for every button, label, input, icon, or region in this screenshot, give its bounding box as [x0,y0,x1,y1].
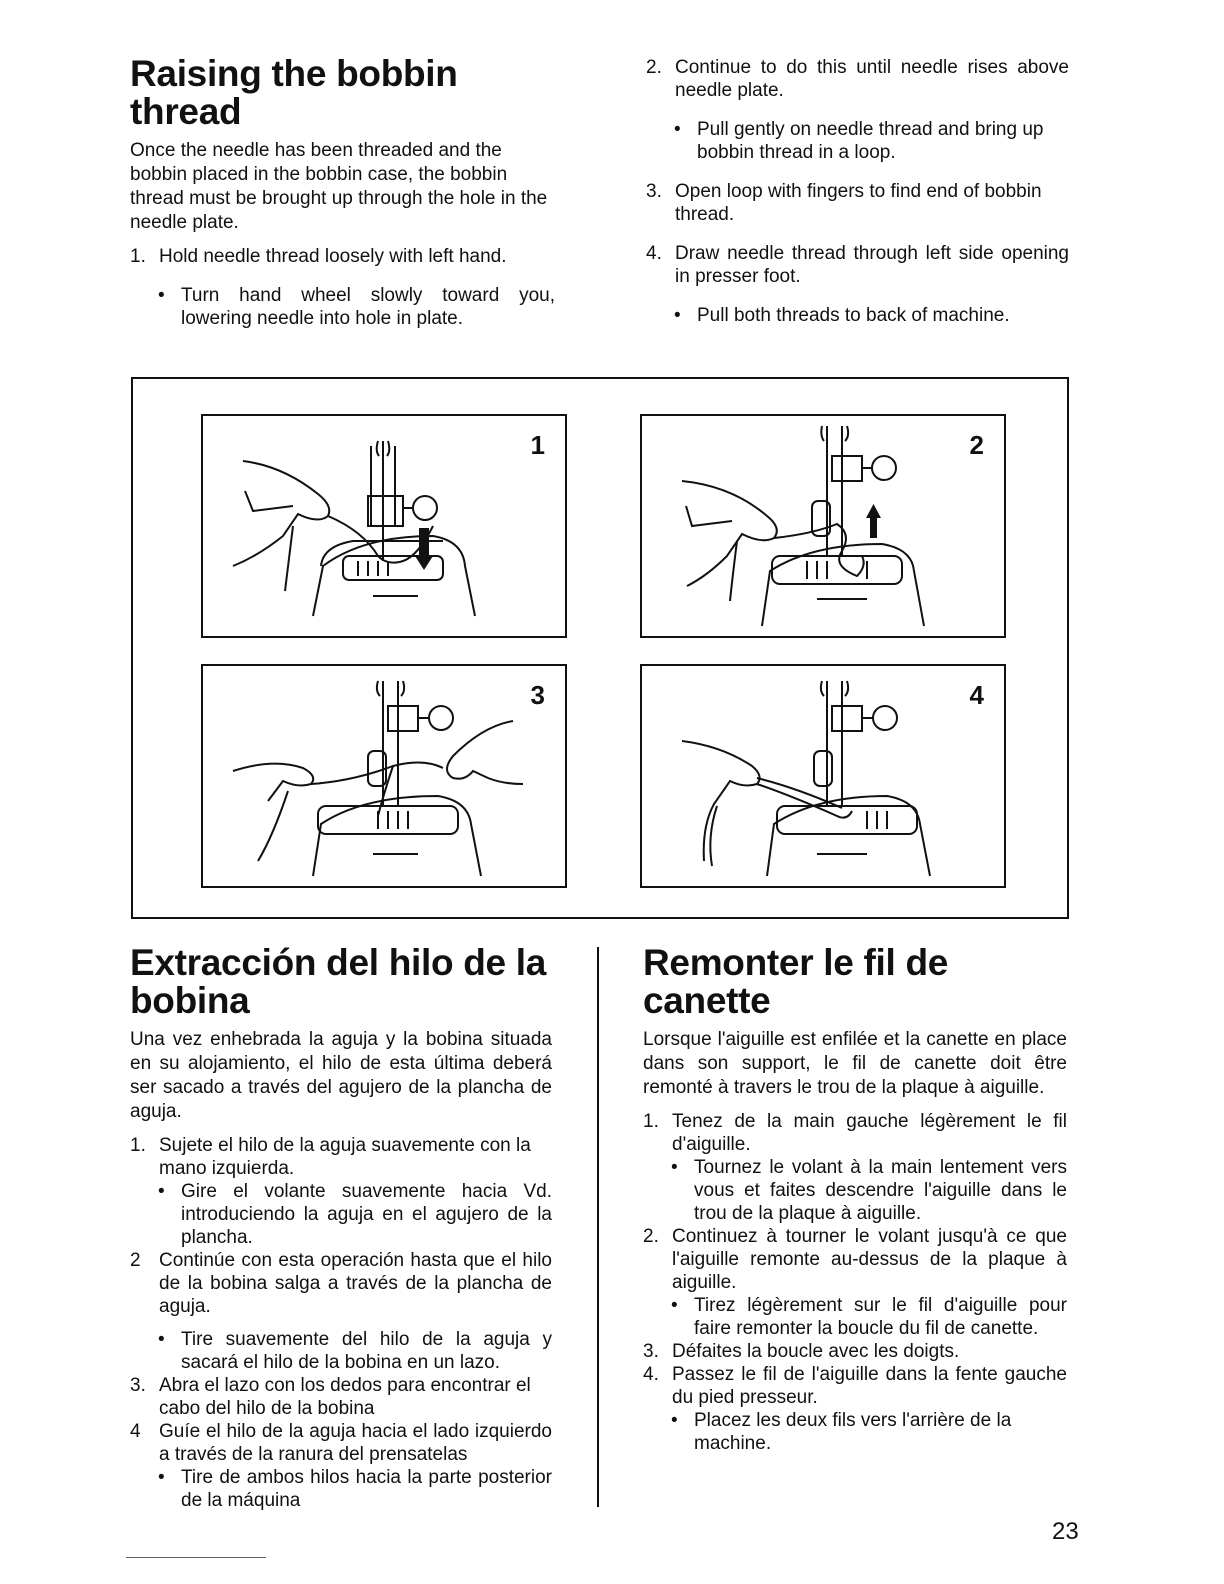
english-step-2 [646,56,1069,102]
spanish-intro: Una vez enhebrada la aguja y la bobina situada en su alojamiento, el hilo de esta última deberá ser sacado a través del agujero de la plancha de aguja. [130,1029,552,1122]
english-left-column [130,55,555,330]
spanish-step-4-bullet: • Tire de ambos hilos hacia la parte posterior de la máquina [130,1466,552,1512]
step-text: Guíe el hilo de la aguja hacia el lado izquierdo a través de la ranura del prensatelas [159,1421,552,1465]
french-step-1 [643,1110,1067,1156]
illustration-panel-4 [640,664,1006,888]
step-text: Continúe con esta operación hasta que el hilo de la bobina salga a través de la plancha de aguja. [159,1250,552,1317]
step-text: Open loop with fingers to find end of bobbin thread. [675,181,1042,225]
page-number: 23 [1052,1518,1079,1545]
step-number: 4. [643,1364,659,1385]
english-step-1 [130,245,555,268]
step-text: Hold needle thread loosely with left hand. [159,246,507,267]
step-number: 1. [130,1135,146,1156]
english-intro: Once the needle has been threaded and the bobbin placed in the bobbin case, the bobbin thread must be brought up through the hole in the needle plate. [130,140,548,233]
step-text: Continuez à tourner le volant jusqu'à ce que l'aiguille remonte au-dessus de la plaque à aiguille. [672,1226,1067,1293]
step-text: Continue to do this until needle rises above needle plate. [675,57,1069,101]
step-text: Défaites la boucle avec les doigts. [672,1341,960,1362]
french-step-4 [643,1363,1067,1409]
illustration-panel-2 [640,414,1006,638]
footer-rule [126,1557,266,1558]
step-number: 2. [643,1226,659,1247]
panel-number-1: 1 [530,430,545,460]
step-text: Draw needle thread through left side opening in presser foot. [675,243,1069,287]
step-text: Sujete el hilo de la aguja suavemente con la mano izquierda. [159,1135,531,1179]
spanish-column [130,944,552,1512]
column-divider [597,947,599,1507]
sewing-needle-illustration-3 [203,666,565,886]
french-step-3 [643,1340,1067,1363]
english-title: Raising the bobbin thread [130,53,458,132]
sewing-needle-illustration-2 [642,416,1004,636]
spanish-step-1-bullet: • Gire el volante suavemente hacia Vd. introduciendo la aguja en el agujero de la plancha. [130,1180,552,1249]
english-step-1-bullet: • Turn hand wheel slowly toward you, lowering needle into hole in plate. [130,284,555,330]
french-title: Remonter le fil de canette [643,942,949,1021]
step-text: Tenez de la main gauche légèrement le fil d'aiguille. [672,1111,1067,1155]
french-intro: Lorsque l'aiguille est enfilée et la canette en place dans son support, le fil de canette doit être remonté à travers le trou de la plaque à aiguille. [643,1029,1067,1098]
step-number: 4 [130,1421,141,1442]
step-number: 4. [646,243,662,264]
english-step-2-bullet: • Pull gently on needle thread and bring up bobbin thread in a loop. [646,118,1069,164]
step-text: Abra el lazo con los dedos para encontrar el cabo del hilo de la bobina [159,1375,531,1419]
spanish-title: Extracción del hilo de la bobina [130,942,547,1021]
english-step-4-bullet: • Pull both threads to back of machine. [646,304,1069,327]
spanish-step-2-bullet: • Tire suavemente del hilo de la aguja y sacará el hilo de la bobina en un lazo. [130,1328,552,1374]
illustration-panel-3 [201,664,567,888]
spanish-step-2 [130,1249,552,1318]
french-step-2-bullet: • Tirez légèrement sur le fil d'aiguille pour faire remonter la boucle du fil de canette. [643,1294,1067,1340]
english-step-4 [646,242,1069,288]
english-step-3 [646,180,1069,226]
step-number: 3. [130,1375,146,1396]
step-number: 2 [130,1250,141,1271]
english-right-column [646,56,1069,327]
step-number: 1. [130,246,146,267]
illustration-panel-1 [201,414,567,638]
sewing-needle-illustration-1 [203,416,565,636]
spanish-step-3 [130,1374,552,1420]
step-number: 3. [643,1341,659,1362]
panel-number-2: 2 [969,430,984,460]
spanish-step-1 [130,1134,552,1180]
step-number: 1. [643,1111,659,1132]
french-step-4-bullet: • Placez les deux fils vers l'arrière de la machine. [643,1409,1034,1455]
spanish-step-4 [130,1420,552,1466]
step-text: Passez le fil de l'aiguille dans la fente gauche du pied presseur. [672,1364,1067,1408]
french-step-1-bullet: • Tournez le volant à la main lentement vers vous et faites descendre l'aiguille dans le trou de la plaque à aiguille. [643,1156,1067,1225]
illustration-frame [131,377,1069,919]
panel-number-4: 4 [969,680,984,710]
french-step-2 [643,1225,1067,1294]
step-number: 3. [646,181,662,202]
step-number: 2. [646,57,662,78]
sewing-needle-illustration-4 [642,666,1004,886]
french-column [643,944,1067,1455]
panel-number-3: 3 [530,680,545,710]
